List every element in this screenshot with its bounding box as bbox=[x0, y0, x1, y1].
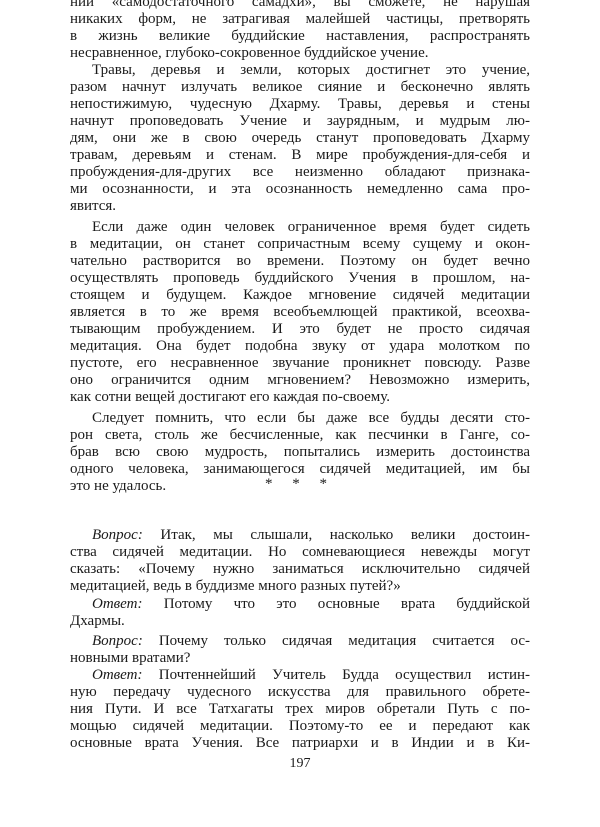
text-line: пробуждения-для-других все неизменно обладают признака- bbox=[70, 164, 530, 180]
page-number: 197 bbox=[289, 756, 311, 771]
text-line: в жизнь великие буддийские наставления, распространять bbox=[70, 28, 530, 44]
answer-label: Ответ: bbox=[92, 667, 143, 683]
text-line: медитацией, ведь в буддизме много разных путей?» bbox=[70, 578, 401, 594]
text-line: чательно растворится во времени. Поэтому он будет вечно bbox=[70, 253, 530, 269]
text-line: осуществлять проповедь буддийского Учения в прошлом, на- bbox=[70, 270, 530, 286]
text-line: ния Пути. И все Татхагаты трех миров обретали Путь с по- bbox=[70, 701, 530, 717]
text-line: никаких форм, не затрагивая малейшей частицы, претворять bbox=[70, 11, 530, 27]
text-line: медитация. Она будет подобна звуку от удара молотком по bbox=[70, 338, 530, 354]
text-line: явится. bbox=[70, 198, 117, 214]
text-line: дям, они же в свою очередь станут проповедовать Дхарму bbox=[70, 130, 530, 146]
question-line bbox=[92, 527, 530, 544]
text-line: разом начнут излучать великое сияние и бесконечно являть bbox=[70, 79, 530, 95]
text-line: брав всю свою мудрость, попытались измерить достоинства bbox=[70, 444, 530, 460]
question-label: Вопрос: bbox=[92, 527, 143, 543]
text-line: несравненное, глубоко-сокровенное буддийское учение. bbox=[70, 45, 429, 61]
text-line: как сотни вещей достигают его каждая по-своему. bbox=[70, 389, 391, 405]
section-separator: * * * bbox=[265, 476, 335, 492]
text-line: пустоте, его несравненное звучание проникнет повсюду. Разве bbox=[70, 355, 530, 371]
question-text: Итак, мы слышали, насколько велики достоин- bbox=[142, 527, 530, 543]
text-line: основные врата Учения. Все патриархи и в Индии и в Ки- bbox=[70, 735, 530, 751]
text-line: одного человека, занимающегося сидячей медитацией, им бы bbox=[70, 461, 530, 477]
answer-text: Потому что это основные врата буддийской bbox=[142, 596, 530, 612]
answer-text: Почтеннейший Учитель Будда осуществил истин- bbox=[142, 667, 530, 683]
answer-line bbox=[92, 596, 530, 613]
text-line: ми осознанности, и эта осознанность немедленно сама про- bbox=[70, 181, 530, 197]
text-line: начнут проповедовать Учение и заурядным, и мудрым лю- bbox=[70, 113, 530, 129]
text-line: рон света, столь же бесчисленные, как песчинки в Ганге, со- bbox=[70, 427, 530, 443]
question-label: Вопрос: bbox=[92, 633, 143, 649]
question-text: Почему только сидячая медитация считается ос- bbox=[142, 633, 530, 649]
text-line: ства сидячей медитации. Но сомневающиеся невежды могут bbox=[70, 544, 530, 560]
text-line: нии «самодостаточного самадхи», вы сможете, не нарушая bbox=[70, 0, 530, 10]
text-line: оно ограничится одним мгновением? Невозможно измерить, bbox=[70, 372, 530, 388]
text-line: травам, деревьям и стенам. В мире пробуждения-для-себя и bbox=[70, 147, 530, 163]
text-line: сказать: «Почему нужно заниматься исключительно сидячей bbox=[70, 561, 530, 577]
text-line: непостижимую, чудесную Дхарму. Травы, деревья и стены bbox=[70, 96, 530, 112]
text-line: мощью сидячей медитации. Поэтому-то ее и передают как bbox=[70, 718, 530, 734]
text-line: Дхармы. bbox=[70, 613, 125, 629]
text-line: это не удалось. bbox=[70, 478, 167, 494]
answer-label: Ответ: bbox=[92, 596, 143, 612]
question-line bbox=[92, 633, 530, 650]
answer-line bbox=[92, 667, 530, 684]
text-line: ную передачу чудесного искусства для правильного обрете- bbox=[70, 684, 530, 700]
text-line: является в то же время всеобъемлющей практикой, всеохва- bbox=[70, 304, 530, 320]
text-line: Если даже один человек ограниченное время будет сидеть bbox=[92, 219, 530, 235]
text-line: новными вратами? bbox=[70, 650, 191, 666]
text-line: стоящем и будущем. Каждое мгновение сидячей медитации bbox=[70, 287, 530, 303]
text-line: Травы, деревья и земли, которых достигнет это учение, bbox=[92, 62, 530, 78]
text-line: Следует помнить, что если бы даже все будды десяти сто- bbox=[92, 410, 530, 426]
text-line: тывающим пробуждением. И это будет не просто сидячая bbox=[70, 321, 530, 337]
text-line: в медитации, он станет сопричастным всему сущему и окон- bbox=[70, 236, 530, 252]
